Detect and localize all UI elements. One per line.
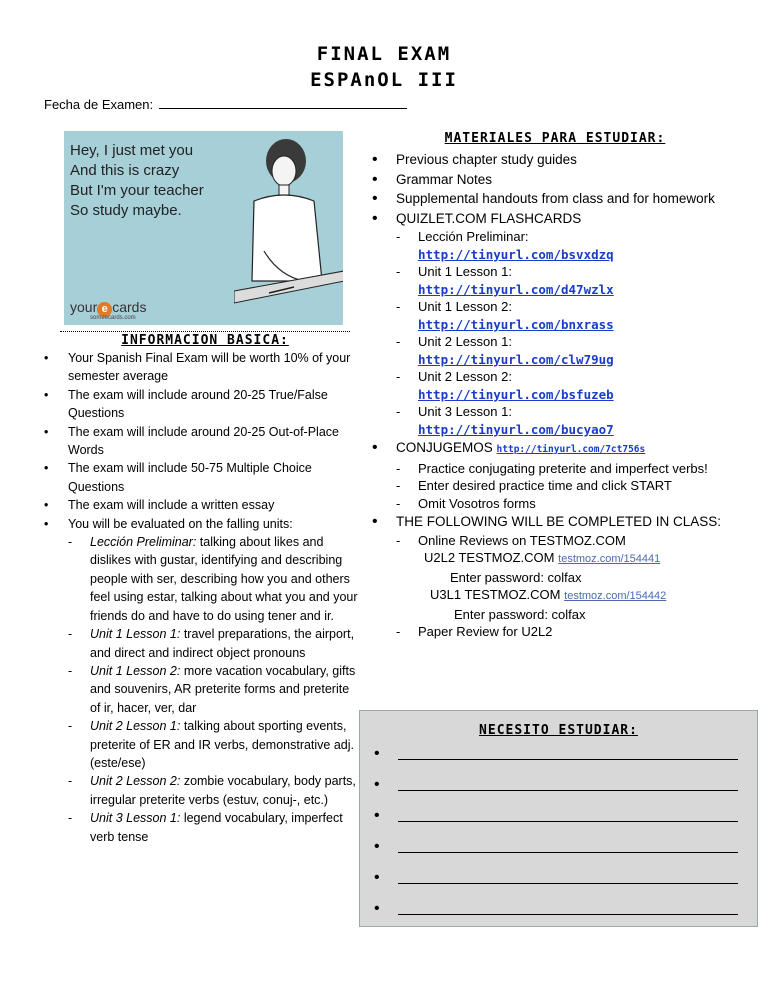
unit-item: - Unit 3 Lesson 1: legend vocabulary, imperfect verb tense (44, 809, 360, 846)
quizlet-link[interactable]: http://tinyurl.com/bsfuzeb (418, 386, 614, 402)
class-list (396, 532, 732, 641)
conjugemos-link[interactable]: http://tinyurl.com/7ct756s (496, 444, 646, 455)
necesito-lines (374, 745, 738, 931)
unit-item: - Unit 1 Lesson 2: more vacation vocabulary, gifts and souvenirs, AR preterite forms and preterite of ir, hacer, ver, dar (44, 662, 360, 717)
blank-line-item[interactable] (374, 776, 738, 807)
info-item: • The exam will include 50-75 Multiple Choice Questions (44, 459, 360, 496)
paper-review: - Paper Review for U2L2 (396, 623, 732, 641)
quizlet-link[interactable]: http://tinyurl.com/d47wzlx (418, 281, 614, 297)
conjugemos-list (396, 460, 732, 513)
exam-title: FINAL EXAM (316, 43, 452, 65)
info-item: • Your Spanish Final Exam will be worth 10% of your semester average (44, 349, 360, 386)
quizlet-link[interactable]: http://tinyurl.com/bsvxdzq (418, 246, 614, 262)
blank-line-item[interactable] (374, 869, 738, 900)
info-list (44, 349, 360, 846)
unit-item: - Lección Preliminar: talking about likes and dislikes with gustar, identifying and describing people with ser, describing how you and others feel using estar, talking about what you and your friends do and have to do using tener and ir. (44, 533, 360, 625)
testmoz-link-u3l1[interactable]: testmoz.com/154442 (564, 590, 667, 602)
info-item: • The exam will include around 20-25 Out-of-Place Words (44, 423, 360, 460)
blank-line-item[interactable] (374, 838, 738, 869)
unit-item: - Unit 2 Lesson 1: talking about sporting events, preterite of ER and IR verbs, demonstrative adj. (este/ese) (44, 717, 360, 772)
ecard-logo-sub: someecards.com (90, 315, 136, 321)
quizlet-link[interactable]: http://tinyurl.com/clw79ug (418, 351, 614, 367)
class-item: • THE FOLLOWING WILL BE COMPLETED IN CLASS: - Online Reviews on TESTMOZ.COM U2L2 TESTMOZ.COM testmoz.com/154441 Enter password: colfax U3L1 TESTMOZ.COM testmoz.com/154442 Enter password: colfax - Paper Review for U2L2 (372, 512, 732, 641)
materiales-item: • Previous chapter study guides (372, 150, 732, 170)
unit-item: - Unit 2 Lesson 2: zombie vocabulary, body parts, irregular preterite verbs (estuv, conuj-, etc.) (44, 772, 360, 809)
necesito-box (359, 710, 758, 927)
quizlet-link-item: - Lección Preliminar: http://tinyurl.com/bsvxdzq (396, 228, 732, 263)
blank-line-item[interactable] (374, 900, 738, 931)
materiales-heading: MATERIALES PARA ESTUDIAR: (444, 131, 666, 146)
quizlet-link-item: - Unit 1 Lesson 1: http://tinyurl.com/d47wzlx (396, 263, 732, 298)
quizlet-link[interactable]: http://tinyurl.com/bucyao7 (418, 421, 614, 437)
quizlet-link-item: - Unit 1 Lesson 2: http://tinyurl.com/bnxrass (396, 298, 732, 333)
conjugemos-sub: - Omit Vosotros forms (396, 495, 732, 513)
info-item-units: • You will be evaluated on the falling units: - Lección Preliminar: talking about likes and dislikes with gustar, identifying and describing people with ser, describing how you and others feel using estar, talking about what you and your friends do and have to do using tener and ir. - Unit 1 Lesson 1: travel preparations, the airport, and direct and indirect object pronouns - Unit 1 Lesson 2: more vacation vocabulary, gifts and souvenirs, AR preterite forms and preterite of ir, hacer, ver, dar - Unit 2 Lesson 1: talking about sporting events, preterite of ER and IR verbs, demonstrative adj. (este/ese) - Unit 2 Lesson 2: zombie vocabulary, body parts, irregular preterite verbs (estuv, conuj-, etc.) - Unit 3 Lesson 1: legend vocabulary, imperfect verb tense (44, 515, 360, 846)
quizlet-item: • QUIZLET.COM FLASHCARDS - Lección Preliminar: http://tinyurl.com/bsvxdzq - Unit 1 Lesson 1: http://tinyurl.com/d47wzlx - Unit 1 Lesson 2: http://tinyurl.com/bnxrass - Unit 2 Lesson 1: http://tinyurl.com/clw79ug - Unit 2 Lesson 2: http://tinyurl.com/bsfuzeb - Unit 3 Lesson 1: http://tinyurl.com/bucyao7 (372, 209, 732, 439)
fecha-blank-line[interactable] (159, 96, 407, 109)
ecard-text: Hey, I just met you And this is crazy But I'm your teacher So study maybe. (70, 142, 204, 219)
conjugemos-sub: - Enter desired practice time and click START (396, 477, 732, 495)
blank-line-item[interactable] (374, 807, 738, 838)
quizlet-link-item: - Unit 2 Lesson 1: http://tinyurl.com/clw79ug (396, 333, 732, 368)
materiales-list (372, 150, 732, 641)
exam-subtitle: ESPAnOL III (310, 69, 458, 91)
online-reviews: - Online Reviews on TESTMOZ.COM U2L2 TESTMOZ.COM testmoz.com/154441 Enter password: colfax U3L1 TESTMOZ.COM testmoz.com/154442 Enter password: colfax (396, 532, 732, 624)
info-item: • The exam will include a written essay (44, 496, 360, 514)
fecha-label: Fecha de Examen: (44, 97, 154, 112)
teacher-illustration (234, 131, 343, 325)
ecard-logo: your e cards (70, 299, 147, 315)
quizlet-links (396, 228, 732, 438)
materiales-item: • Grammar Notes (372, 170, 732, 190)
info-item: • The exam will include around 20-25 True/False Questions (44, 386, 360, 423)
materiales-item: • Supplemental handouts from class and for homework (372, 189, 732, 209)
conjugemos-sub: - Practice conjugating preterite and imperfect verbs! (396, 460, 732, 478)
conjugemos-item: • CONJUGEMOS http://tinyurl.com/7ct756s - Practice conjugating preterite and imperfect verbs! - Enter desired practice time and click START - Omit Vosotros forms (372, 438, 732, 512)
ecard-image (64, 131, 343, 325)
fecha-field (44, 96, 407, 112)
quizlet-link-item: - Unit 3 Lesson 1: http://tinyurl.com/bucyao7 (396, 403, 732, 438)
blank-line-item[interactable] (374, 745, 738, 776)
units-list (68, 533, 360, 846)
info-heading: INFORMACION BASICA: (60, 331, 350, 348)
unit-item: - Unit 1 Lesson 1: travel preparations, the airport, and direct and indirect object pronouns (44, 625, 360, 662)
testmoz-link-u2l2[interactable]: testmoz.com/154441 (558, 553, 661, 565)
quizlet-link-item: - Unit 2 Lesson 2: http://tinyurl.com/bsfuzeb (396, 368, 732, 403)
necesito-heading: NECESITO ESTUDIAR: (479, 723, 638, 738)
quizlet-link[interactable]: http://tinyurl.com/bnxrass (418, 316, 614, 332)
